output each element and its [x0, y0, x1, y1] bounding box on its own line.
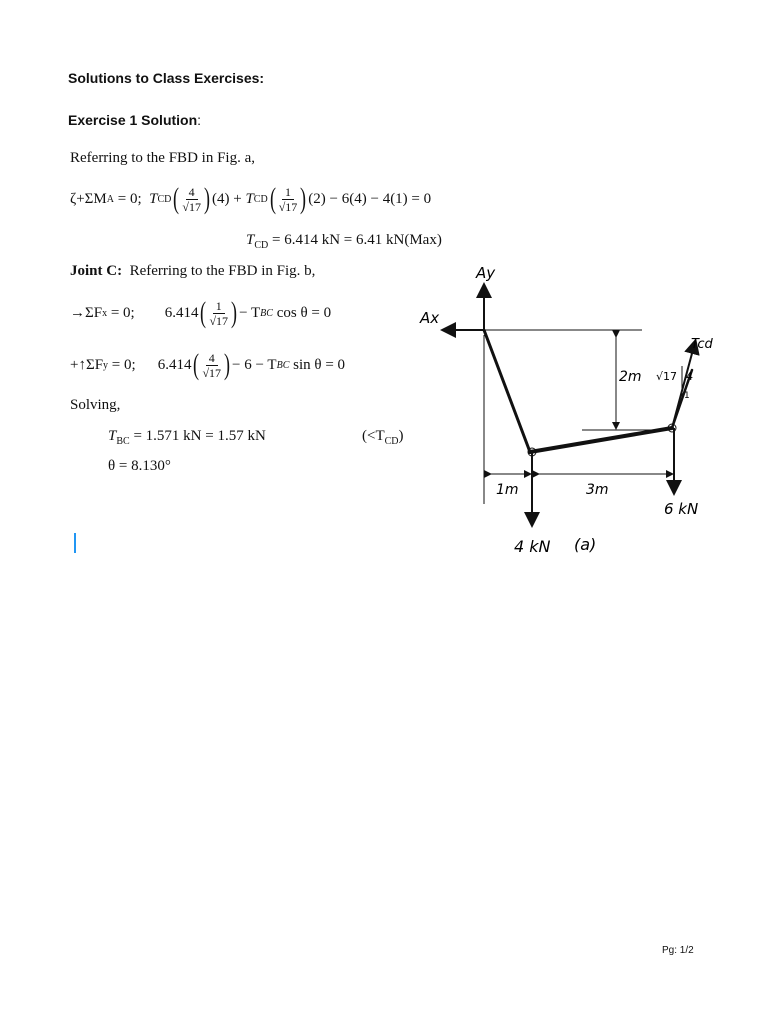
tcd-arrow [672, 346, 694, 428]
load-6kn-label: 6 kN [664, 500, 699, 518]
slope-run-label: √17 [656, 370, 678, 383]
plus-sign: + [233, 190, 242, 207]
member-ab [484, 330, 530, 452]
frac-4-sqrt17: $\frac{4}{√17}$ [182, 184, 201, 214]
figure-caption: (a) [574, 535, 597, 554]
moment-label: ζ+ΣM [70, 190, 107, 207]
solving-label: Solving, [70, 397, 121, 413]
ay-label: Ay [476, 264, 496, 282]
document-title: Solutions to Class Exercises: [68, 70, 265, 86]
exercise-heading-text: Exercise 1 Solution [68, 112, 198, 128]
solution-intro: Referring to the FBD in Fig. a, [70, 150, 255, 166]
member-bc [530, 428, 672, 452]
slope-base-label: 1 [684, 391, 690, 401]
fx-equation: →ΣF x = 0; 6.414 ( $\frac{1}{√17}$ ) − T BC cos θ = 0 [70, 296, 332, 329]
exercise-heading-colon: : [197, 112, 202, 128]
moment-eq: = 0; [117, 190, 142, 207]
fy-equation: +↑ΣF y = 0; 6.414 ( $\frac{4}{√17}$ ) − 6 − T BC sin θ = 0 [70, 348, 346, 381]
dim-3m-label: 3m [586, 482, 609, 498]
moment-sub: A [106, 193, 114, 205]
tcd-symbol-1: T [149, 190, 158, 207]
moment-equation: ζ+ΣM A = 0; T CD ( $\frac{4}{√17}$ ) (4) + T CD ( $\frac{1}{√17}$ ) (2) − 6(4) − 4(1) = 0 [70, 182, 432, 215]
frac-1-sqrt17: $\frac{1}{√17}$ [278, 184, 298, 214]
tbc-compare: $(<T_{CD})$ [362, 428, 404, 447]
tcd-symbol-2: T [245, 190, 254, 207]
load-4kn-label: 4 kN [514, 537, 551, 556]
slope-rise-label: 4 [686, 370, 693, 383]
dim-2m-label: 2m [619, 369, 642, 385]
tcd-label: Tcd [691, 337, 713, 352]
arm-2: (2) [308, 190, 326, 207]
tcd-result: $T_{CD} = 6.414$ kN = 6.41 kN(Max) [246, 232, 442, 251]
tcd-sub-1: CD [157, 193, 172, 205]
page-number: Pg: 1/2 [662, 945, 694, 956]
tbc-result: $T_{BC} = 1.571$ kN = 1.57 kN [108, 428, 266, 447]
theta-result: θ = 8.130° [108, 458, 171, 474]
tcd-sub-2: CD [253, 193, 268, 205]
arm-4: (4) [211, 190, 230, 207]
ax-label: Ax [420, 309, 440, 327]
joint-c-label: Joint C: [70, 263, 123, 279]
dim-1m-label: 1m [496, 482, 519, 498]
joint-c-text: Referring to the FBD in Fig. b, [129, 263, 316, 279]
moment-rest: − 6(4) − 4(1) = 0 [329, 190, 432, 207]
